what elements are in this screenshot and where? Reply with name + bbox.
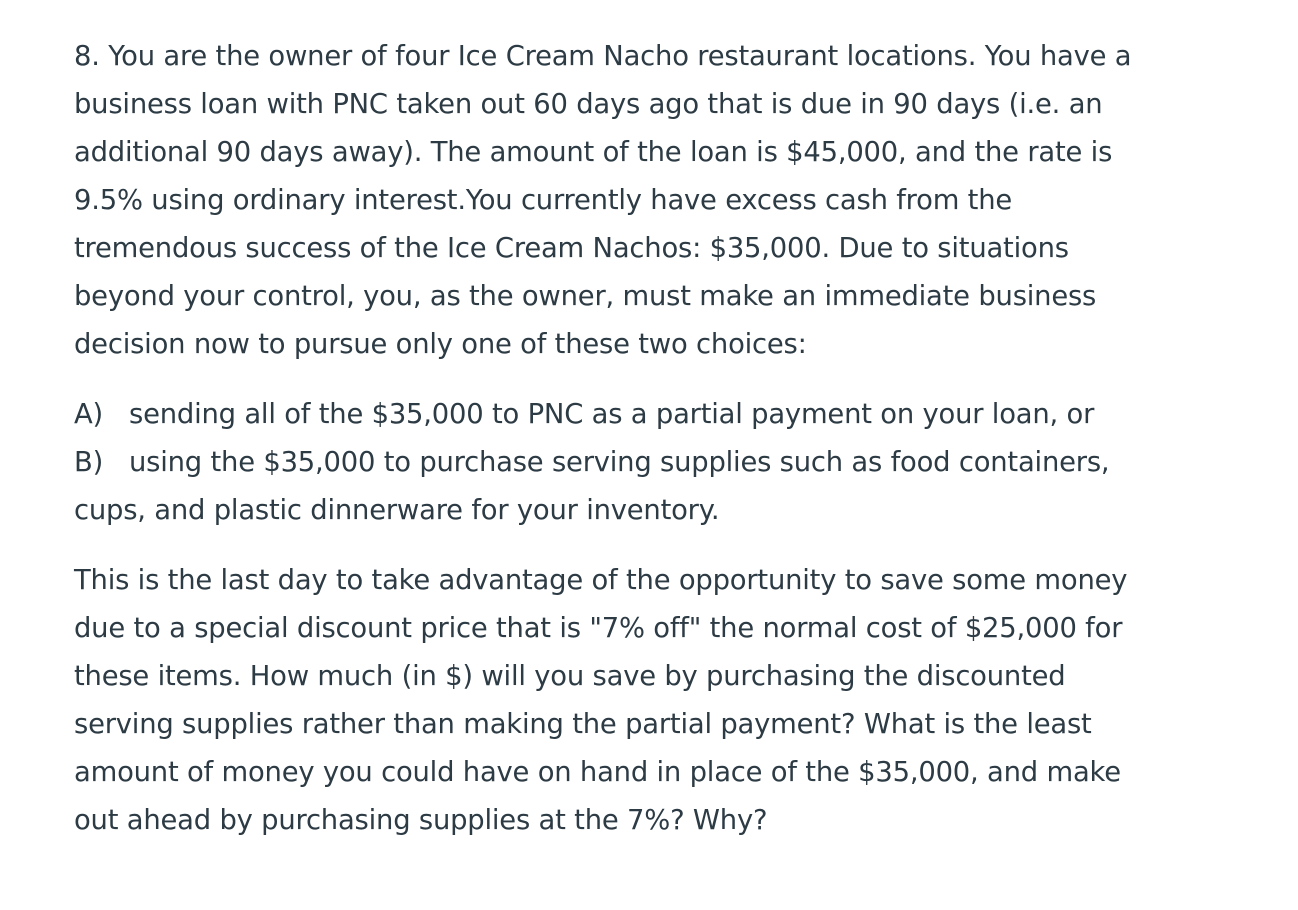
text-line: 9.5% using ordinary interest.You currently have excess cash from the [74, 185, 1013, 216]
text-line: these items. How much (in $) will you save by purchasing the discounted [74, 661, 1066, 692]
text-line: This is the last day to take advantage of the opportunity to save some money [74, 565, 1128, 596]
text-line: additional 90 days away). The amount of the loan is $45,000, and the rate is [74, 137, 1113, 168]
question-text [74, 33, 1274, 845]
choice-text: using the $35,000 to purchase serving supplies such as food containers, [129, 447, 1110, 478]
text-line: tremendous success of the Ice Cream Nachos: $35,000. Due to situations [74, 233, 1069, 264]
text-line: decision now to pursue only one of these two choices: [74, 329, 807, 360]
text-line: serving supplies rather than making the partial payment? What is the least [74, 709, 1092, 740]
text-line: due to a special discount price that is "7% off" the normal cost of $25,000 for [74, 613, 1123, 644]
text-line: amount of money you could have on hand in place of the $35,000, and make [74, 757, 1121, 788]
choice-letter: A) [74, 399, 104, 430]
choice-letter: B) [74, 447, 104, 478]
question-paragraph [74, 557, 1274, 845]
choice-b [74, 439, 1274, 487]
text-line: out ahead by purchasing supplies at the 7%? Why? [74, 805, 768, 836]
text-line: beyond your control, you, as the owner, must make an immediate business [74, 281, 1097, 312]
choices-list [74, 391, 1274, 535]
text-line: 8. You are the owner of four Ice Cream Nacho restaurant locations. You have a [74, 41, 1132, 72]
choice-a [74, 391, 1274, 439]
choice-text: sending all of the $35,000 to PNC as a partial payment on your loan, or [129, 399, 1095, 430]
choice-b-continuation: cups, and plastic dinnerware for your inventory. [74, 495, 720, 526]
intro-paragraph [74, 33, 1274, 369]
text-line: business loan with PNC taken out 60 days ago that is due in 90 days (i.e. an [74, 89, 1103, 120]
